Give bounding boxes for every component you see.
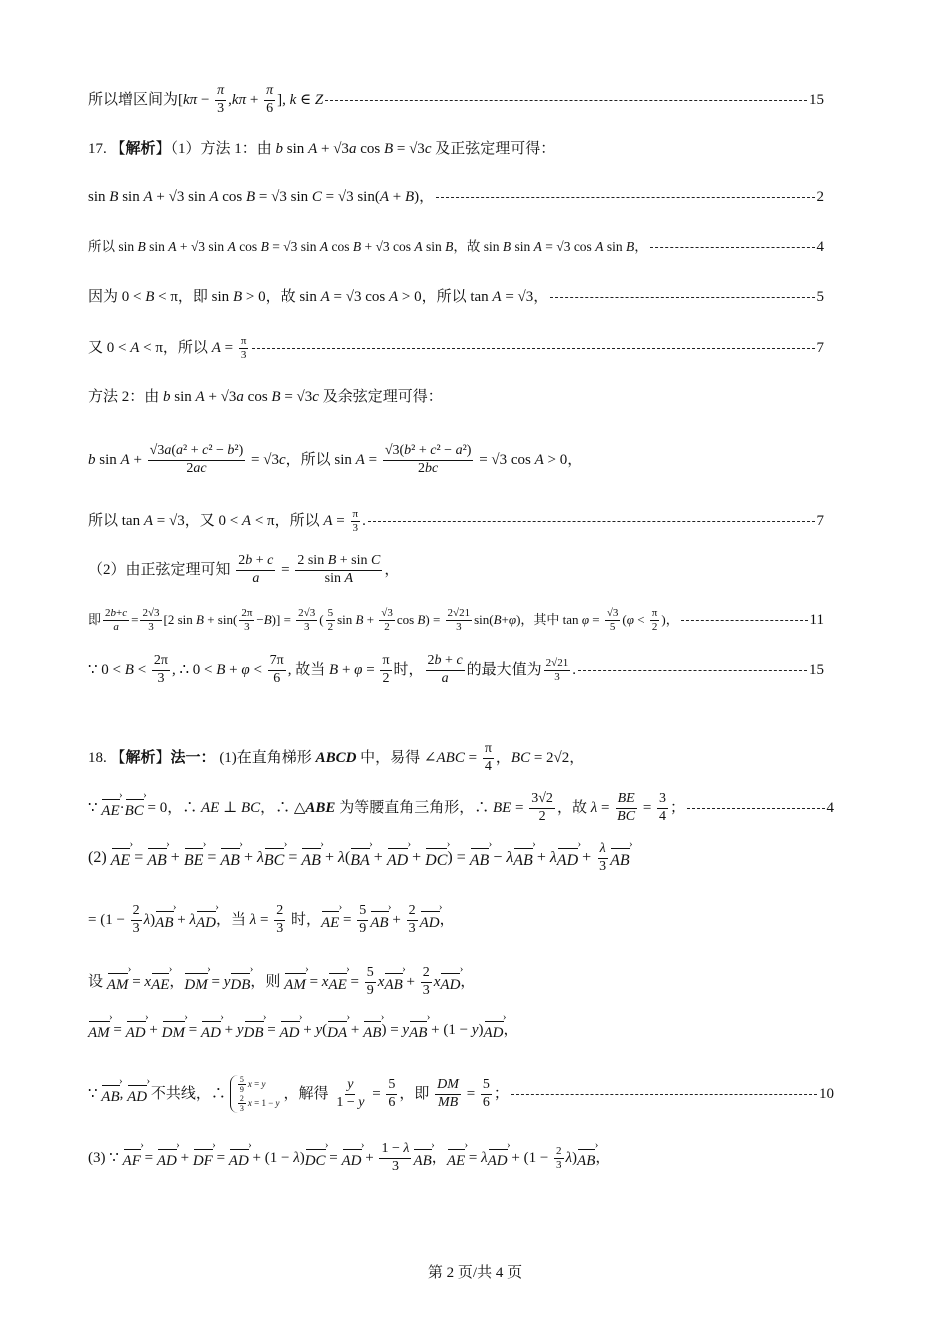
solution-line (88, 186, 824, 208)
score-point: 4 (816, 239, 824, 255)
line-text: 设 AM › = x AE › ， DM › = y DB › ，则 AM › = x AE › = $\frac{5}{9}$ x AB › + $\frac{2}{3}$ x AD › ， (88, 965, 475, 998)
solution-line (88, 650, 824, 690)
solution-line (88, 1015, 824, 1045)
line-text: 18. 【 解析 】 法一： (1)在直角梯形 ABCD 中，易得 ∠ ABC = $\frac{\pi}{4}$ ， BC = 2√2， (88, 741, 585, 774)
line-text: = (1 − $\frac{2}{3}$ λ ) AB › + λ AD › ，当 λ = $\frac{2}{3}$ 时， AE › = $\frac{5}{9}$ AB › + $\frac{2}{3}$ AD › ， (88, 903, 455, 936)
line-text: AM › = AD › + DM › = AD › + y DB › = AD › + y ( DA › + AB › ) = y AB › + (1 − y ) AD › ， (88, 1019, 519, 1042)
score-point: 15 (809, 92, 824, 108)
solution-line (88, 80, 824, 120)
solution-line (88, 386, 824, 408)
score-point: 7 (816, 513, 824, 529)
line-text: 因为 0 < B < π，即 sin B > 0，故 sin A = √3 cos A > 0，所以 tan A = √3， (88, 289, 549, 305)
line-text: (2) AE › = AB › + BE › = AB › + λ BC › = AB › + λ ( BA › + AD › + DC › ) = AB › − λ AB › + λ AD › + $\frac{\lambda}{3}$ AB › (88, 841, 630, 874)
line-text: (3) ∵ AF › = AD › + DF › = AD › + (1 − λ ) DC › = AD › + $\frac{1 - \lambda}{3}$ AB › ， AE › = λ AD › + (1 − $\frac{2}{3}$ λ ) AB › ， (88, 1141, 610, 1174)
line-text: 所以 sin B sin A + √3 sin A cos B = √3 sin A cos B + √3 cos A sin B ，故 sin B sin A = √3 cos A sin B ， (88, 238, 648, 254)
score-point: 2 (816, 189, 824, 205)
solution-line (88, 1136, 824, 1180)
solution-line (88, 600, 824, 640)
line-text: ∵ AE › · BC › = 0，∴ AE ⊥ BC ，∴ △ ABE 为等腰直角三角形，∴ BE = $\frac{3√2}{2}$ ，故 λ = $\frac{BE}{BC}$ = $\frac{3}{4}$ ； (88, 791, 685, 824)
solution-line (88, 286, 824, 308)
line-text: b sin A + $\frac{\text{√3a(a² + c² − b²)}}{2ac}$ = √3 c ，所以 sin A = $\frac{\text{√3(b² + c² − a²)}}{2bc}$ = √3 cos A > 0， (88, 443, 583, 476)
score-point: 7 (816, 340, 824, 356)
line-text: 17. 【 解析 】（1）方法 1：由 b sin A + √3 a cos B = √3 c 及正弦定理可得： (88, 141, 556, 157)
score-point: 11 (809, 612, 824, 628)
solution-line (88, 138, 824, 160)
score-point: 10 (819, 1086, 834, 1102)
solution-line (88, 550, 824, 590)
line-text: 所以增区间为[ kπ − $\frac{\pi}{3}$ , kπ + $\frac{\pi}{6}$ ], k ∈ Z (88, 83, 324, 116)
solution-line (88, 836, 824, 880)
solution-line (88, 330, 824, 366)
solution-line (88, 898, 824, 942)
score-point: 5 (816, 289, 824, 305)
solution-line (88, 236, 824, 258)
solution-line (88, 788, 834, 828)
score-point: 4 (826, 800, 834, 816)
line-text: ∵ 0 < B < $\frac{2\pi}{3}$ , ∴ 0 < B + φ < $\frac{7\pi}{6}$ , 故当 B + φ = $\frac{\pi}{2}$ 时， $\frac{2b + c}{a}$ 的最大值为 $\frac{2√21}{3}$ . (88, 653, 576, 686)
solution-line (88, 503, 824, 539)
line-text: 即 $\frac{2b+c}{a}$ = $\frac{2√3}{3}$ [2 sin B + sin( $\frac{2\pi}{3}$ − B )] = $\frac{2√3}{3}$ ( $\frac{5}{2}$ sin B + $\frac{√3}{2}$ cos B ) = $\frac{2√21}{3}$ sin( B + φ )，其中 tan φ = $\frac{√3}{5}$ ( φ < $\frac{\pi}{2}$ )， (88, 606, 679, 633)
line-text: 所以 tan A = √3，又 0 < A < π，所以 A = $\frac{\pi}{3}$ . (88, 507, 366, 534)
line-text: 又 0 < A < π，所以 A = $\frac{\pi}{3}$ (88, 334, 247, 361)
solution-line (88, 962, 824, 1002)
page-footer: 第 2 页/共 4 页 (427, 1265, 523, 1281)
score-point: 15 (809, 662, 824, 678)
equation-system: $\frac{5}{9}$ x = y $\frac{2}{3}$ x = 1 − y (230, 1075, 280, 1114)
line-text: （2）由正弦定理可知 $\frac{2b + c}{a}$ = $\frac{\text{2 sin B + sin C}}{\text{sin A}}$ ， (88, 553, 400, 586)
line-text: 方法 2：由 b sin A + √3 a cos B = √3 c 及余弦定理可得： (88, 389, 443, 405)
solution-line (88, 740, 824, 776)
line-text: sin B sin A + √3 sin A cos B = √3 sin C = √3 sin( A + B )， (88, 189, 435, 205)
solution-line (88, 1066, 834, 1122)
solution-line (88, 436, 824, 484)
line-text: ∵ AB › , AD › 不共线，∴ $\frac{5}{9}$ x = y $\frac{2}{3}$ x = 1 − y ，解得 $\frac{y}{1 - y}$ = $\frac{5}{6}$ ，即 $\frac{DM}{MB}$ = $\frac{5}{6}$ ； (88, 1075, 509, 1114)
